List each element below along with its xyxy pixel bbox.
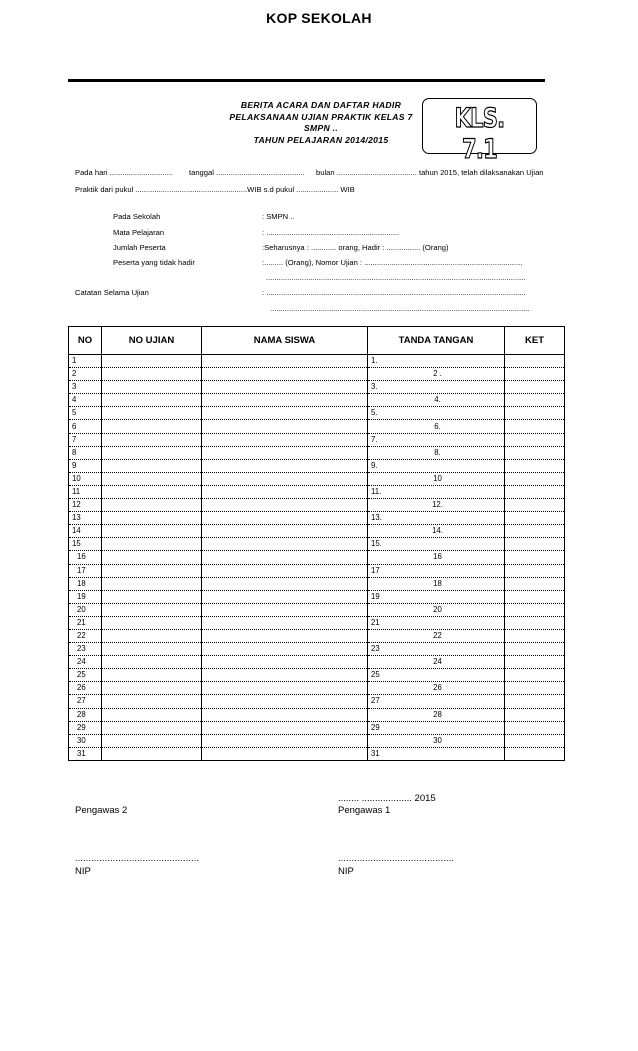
signature-cell[interactable]: 6. xyxy=(368,420,505,433)
row-number: 3 xyxy=(69,381,102,394)
row-number: 25 xyxy=(69,669,102,682)
info-value-extra-line: ........................................................................................................................... xyxy=(266,273,526,282)
ket-cell[interactable] xyxy=(505,368,565,381)
table-row xyxy=(69,734,565,747)
ket-cell[interactable] xyxy=(505,472,565,485)
nama-siswa-cell[interactable] xyxy=(202,708,368,721)
nama-siswa-cell[interactable] xyxy=(202,551,368,564)
table-row xyxy=(69,643,565,656)
no-ujian-cell[interactable] xyxy=(102,577,202,590)
nama-siswa-cell[interactable] xyxy=(202,564,368,577)
signature-cell[interactable]: 29 xyxy=(368,721,505,734)
nama-siswa-cell[interactable] xyxy=(202,603,368,616)
ket-cell[interactable] xyxy=(505,669,565,682)
table-row xyxy=(69,577,565,590)
title-line: SMPN .. xyxy=(303,123,339,133)
nama-siswa-cell[interactable] xyxy=(202,695,368,708)
signature-cell[interactable]: 4. xyxy=(368,394,505,407)
table-row xyxy=(69,525,565,538)
info-value-tidak-hadir: :......... (Orang), Nomor Ujian : ........................................................................... xyxy=(262,258,523,267)
signature-cell[interactable]: 12. xyxy=(368,499,505,512)
row-number: 26 xyxy=(69,682,102,695)
row-number: 21 xyxy=(69,616,102,629)
row-number: 9 xyxy=(69,459,102,472)
document-title xyxy=(196,100,446,146)
no-ujian-cell[interactable] xyxy=(102,433,202,446)
table-row xyxy=(69,682,565,695)
signature-cell[interactable]: 9. xyxy=(368,459,505,472)
no-ujian-cell[interactable] xyxy=(102,512,202,525)
header-rule xyxy=(68,79,545,82)
table-row xyxy=(69,499,565,512)
table-row xyxy=(69,538,565,551)
table-row xyxy=(69,420,565,433)
table-row xyxy=(69,747,565,760)
attendance-table xyxy=(68,326,565,761)
ket-cell[interactable] xyxy=(505,394,565,407)
nama-siswa-cell[interactable] xyxy=(202,472,368,485)
table-row xyxy=(69,695,565,708)
no-ujian-cell[interactable] xyxy=(102,564,202,577)
ket-cell[interactable] xyxy=(505,577,565,590)
signature-cell[interactable]: 27 xyxy=(368,695,505,708)
ket-cell[interactable] xyxy=(505,682,565,695)
signature-cell[interactable]: 24 xyxy=(368,656,505,669)
class-badge: KLS. 7.1 xyxy=(454,103,505,165)
ket-cell[interactable] xyxy=(505,643,565,656)
nama-siswa-cell[interactable] xyxy=(202,669,368,682)
ket-cell[interactable] xyxy=(505,525,565,538)
header-ket: KET xyxy=(505,327,565,355)
row-number: 17 xyxy=(69,564,102,577)
nama-siswa-cell[interactable] xyxy=(202,407,368,420)
ket-cell[interactable] xyxy=(505,564,565,577)
ket-cell[interactable] xyxy=(505,721,565,734)
row-number: 7 xyxy=(69,433,102,446)
nama-siswa-cell[interactable] xyxy=(202,525,368,538)
ket-cell[interactable] xyxy=(505,420,565,433)
no-ujian-cell[interactable] xyxy=(102,538,202,551)
no-ujian-cell[interactable] xyxy=(102,734,202,747)
header-no: NO xyxy=(69,327,102,355)
row-number: 13 xyxy=(69,512,102,525)
nama-siswa-cell[interactable] xyxy=(202,629,368,642)
ket-cell[interactable] xyxy=(505,446,565,459)
row-number: 31 xyxy=(69,747,102,760)
ket-cell[interactable] xyxy=(505,512,565,525)
nama-siswa-cell[interactable] xyxy=(202,512,368,525)
signature-cell[interactable]: 30 xyxy=(368,734,505,747)
nama-siswa-cell[interactable] xyxy=(202,734,368,747)
notes-line-1: : ........................................................................................................................... xyxy=(262,288,526,297)
table-row xyxy=(69,603,565,616)
pengawas-2-title: Pengawas 2 xyxy=(75,805,128,816)
ket-cell[interactable] xyxy=(505,734,565,747)
intro-day: Pada hari .............................. xyxy=(75,168,173,177)
ket-cell[interactable] xyxy=(505,433,565,446)
ket-cell[interactable] xyxy=(505,616,565,629)
ket-cell[interactable] xyxy=(505,381,565,394)
table-row xyxy=(69,564,565,577)
table-row xyxy=(69,472,565,485)
ket-cell[interactable] xyxy=(505,747,565,760)
no-ujian-cell[interactable] xyxy=(102,446,202,459)
no-ujian-cell[interactable] xyxy=(102,616,202,629)
table-row xyxy=(69,721,565,734)
pengawas-2-nip: NIP xyxy=(75,866,91,877)
signature-cell[interactable]: 13. xyxy=(368,512,505,525)
title-line: TAHUN PELAJARAN 2014/2015 xyxy=(253,134,389,145)
table-header-row xyxy=(69,327,565,355)
intro-time: Praktik dari pukul .....................................................WIB s.d pukul .................... WIB xyxy=(75,185,355,194)
no-ujian-cell[interactable] xyxy=(102,472,202,485)
ket-cell[interactable] xyxy=(505,538,565,551)
signature-cell[interactable]: 15. xyxy=(368,538,505,551)
table-row xyxy=(69,459,565,472)
signature-cell[interactable]: 28 xyxy=(368,708,505,721)
ket-cell[interactable] xyxy=(505,590,565,603)
signature-cell[interactable]: 11. xyxy=(368,485,505,498)
signature-cell[interactable]: 22 xyxy=(368,629,505,642)
nama-siswa-cell[interactable] xyxy=(202,590,368,603)
row-number: 12 xyxy=(69,499,102,512)
nama-siswa-cell[interactable] xyxy=(202,616,368,629)
table-row xyxy=(69,512,565,525)
intro-date: tanggal .......................................... xyxy=(189,168,305,177)
signature-date: ........ ................... 2015 xyxy=(338,793,436,804)
table-row xyxy=(69,407,565,420)
info-label-jumlah: Jumlah Peserta xyxy=(113,243,166,252)
no-ujian-cell[interactable] xyxy=(102,551,202,564)
row-number: 27 xyxy=(69,695,102,708)
nama-siswa-cell[interactable] xyxy=(202,355,368,368)
row-number: 15 xyxy=(69,538,102,551)
signature-cell[interactable]: 23 xyxy=(368,643,505,656)
nama-siswa-cell[interactable] xyxy=(202,682,368,695)
ket-cell[interactable] xyxy=(505,407,565,420)
no-ujian-cell[interactable] xyxy=(102,459,202,472)
table-row xyxy=(69,629,565,642)
row-number: 24 xyxy=(69,656,102,669)
no-ujian-cell[interactable] xyxy=(102,656,202,669)
ket-cell[interactable] xyxy=(505,499,565,512)
table-row xyxy=(69,381,565,394)
signature-cell[interactable]: 25 xyxy=(368,669,505,682)
row-number: 29 xyxy=(69,721,102,734)
row-number: 22 xyxy=(69,629,102,642)
no-ujian-cell[interactable] xyxy=(102,669,202,682)
row-number: 10 xyxy=(69,472,102,485)
row-number: 23 xyxy=(69,643,102,656)
signature-cell[interactable]: 7. xyxy=(368,433,505,446)
signature-cell[interactable]: 16 xyxy=(368,551,505,564)
row-number: 5 xyxy=(69,407,102,420)
no-ujian-cell[interactable] xyxy=(102,629,202,642)
header-nama-siswa: NAMA SISWA xyxy=(202,327,368,355)
nama-siswa-cell[interactable] xyxy=(202,643,368,656)
nama-siswa-cell[interactable] xyxy=(202,485,368,498)
row-number: 28 xyxy=(69,708,102,721)
title-line: BERITA ACARA DAN DAFTAR HADIR xyxy=(240,100,402,110)
nama-siswa-cell[interactable] xyxy=(202,747,368,760)
ket-cell[interactable] xyxy=(505,695,565,708)
no-ujian-cell[interactable] xyxy=(102,485,202,498)
nama-siswa-cell[interactable] xyxy=(202,577,368,590)
no-ujian-cell[interactable] xyxy=(102,590,202,603)
no-ujian-cell[interactable] xyxy=(102,695,202,708)
table-row xyxy=(69,368,565,381)
nama-siswa-cell[interactable] xyxy=(202,446,368,459)
signature-cell[interactable]: 20 xyxy=(368,603,505,616)
signature-cell[interactable]: 8. xyxy=(368,446,505,459)
no-ujian-cell[interactable] xyxy=(102,708,202,721)
table-row xyxy=(69,433,565,446)
signature-cell[interactable]: 17 xyxy=(368,564,505,577)
no-ujian-cell[interactable] xyxy=(102,394,202,407)
info-value-jumlah: :Seharusnya : ............ orang, Hadir : ................ (Orang) xyxy=(262,243,449,252)
no-ujian-cell[interactable] xyxy=(102,643,202,656)
ket-cell[interactable] xyxy=(505,656,565,669)
no-ujian-cell[interactable] xyxy=(102,368,202,381)
pengawas-1-nip: NIP xyxy=(338,866,354,877)
table-row xyxy=(69,708,565,721)
row-number: 4 xyxy=(69,394,102,407)
no-ujian-cell[interactable] xyxy=(102,355,202,368)
nama-siswa-cell[interactable] xyxy=(202,499,368,512)
header-tanda-tangan: TANDA TANGAN xyxy=(368,327,505,355)
pengawas-1-signature-line: ........................................... xyxy=(338,853,455,863)
no-ujian-cell[interactable] xyxy=(102,747,202,760)
table-row xyxy=(69,446,565,459)
ket-cell[interactable] xyxy=(505,708,565,721)
signature-cell[interactable]: 26 xyxy=(368,682,505,695)
ket-cell[interactable] xyxy=(505,485,565,498)
notes-label: Catatan Selama Ujian xyxy=(75,288,149,297)
ket-cell[interactable] xyxy=(505,355,565,368)
row-number: 19 xyxy=(69,590,102,603)
row-number: 30 xyxy=(69,734,102,747)
nama-siswa-cell[interactable] xyxy=(202,656,368,669)
nama-siswa-cell[interactable] xyxy=(202,433,368,446)
ket-cell[interactable] xyxy=(505,603,565,616)
nama-siswa-cell[interactable] xyxy=(202,459,368,472)
row-number: 14 xyxy=(69,525,102,538)
table-row xyxy=(69,616,565,629)
signature-cell[interactable]: 19 xyxy=(368,590,505,603)
table-row xyxy=(69,656,565,669)
info-value-sekolah: : SMPN .. xyxy=(262,212,295,221)
no-ujian-cell[interactable] xyxy=(102,525,202,538)
signature-cell[interactable]: 10 xyxy=(368,472,505,485)
pengawas-1-title: Pengawas 1 xyxy=(338,805,391,816)
no-ujian-cell[interactable] xyxy=(102,603,202,616)
signature-cell[interactable]: 1. xyxy=(368,355,505,368)
signature-cell[interactable]: 14. xyxy=(368,525,505,538)
row-number: 18 xyxy=(69,577,102,590)
row-number: 16 xyxy=(69,551,102,564)
info-value-mapel: : ............................................................... xyxy=(262,228,400,237)
signature-cell[interactable]: 21 xyxy=(368,616,505,629)
table-row xyxy=(69,394,565,407)
nama-siswa-cell[interactable] xyxy=(202,538,368,551)
row-number: 11 xyxy=(69,485,102,498)
row-number: 2 xyxy=(69,368,102,381)
header-no-ujian: NO UJIAN xyxy=(102,327,202,355)
info-label-tidak-hadir: Peserta yang tidak hadir xyxy=(113,258,195,267)
nama-siswa-cell[interactable] xyxy=(202,420,368,433)
signature-cell[interactable]: 3. xyxy=(368,381,505,394)
no-ujian-cell[interactable] xyxy=(102,499,202,512)
table-row xyxy=(69,485,565,498)
table-row xyxy=(69,669,565,682)
ket-cell[interactable] xyxy=(505,459,565,472)
notes-line-2: ........................................................................................................................... xyxy=(270,304,530,313)
pengawas-2-signature-line: .............................................. xyxy=(75,853,200,863)
row-number: 8 xyxy=(69,446,102,459)
signature-cell[interactable]: 18 xyxy=(368,577,505,590)
ket-cell[interactable] xyxy=(505,551,565,564)
info-label-sekolah: Pada Sekolah xyxy=(113,212,161,221)
no-ujian-cell[interactable] xyxy=(102,721,202,734)
signature-cell[interactable]: 2 . xyxy=(368,368,505,381)
signature-cell[interactable]: 5. xyxy=(368,407,505,420)
row-number: 6 xyxy=(69,420,102,433)
table-row xyxy=(69,590,565,603)
ket-cell[interactable] xyxy=(505,629,565,642)
no-ujian-cell[interactable] xyxy=(102,381,202,394)
no-ujian-cell[interactable] xyxy=(102,682,202,695)
no-ujian-cell[interactable] xyxy=(102,407,202,420)
title-line: PELAKSANAAN UJIAN PRAKTIK KELAS 7 xyxy=(229,111,413,122)
table-row xyxy=(69,551,565,564)
nama-siswa-cell[interactable] xyxy=(202,394,368,407)
nama-siswa-cell[interactable] xyxy=(202,381,368,394)
signature-cell[interactable]: 31 xyxy=(368,747,505,760)
nama-siswa-cell[interactable] xyxy=(202,368,368,381)
nama-siswa-cell[interactable] xyxy=(202,721,368,734)
kop-sekolah: KOP SEKOLAH xyxy=(266,10,372,26)
row-number: 1 xyxy=(69,355,102,368)
no-ujian-cell[interactable] xyxy=(102,420,202,433)
table-row xyxy=(69,355,565,368)
info-label-mapel: Mata Pelajaran xyxy=(113,228,165,237)
row-number: 20 xyxy=(69,603,102,616)
intro-month: bulan ...................................... tahun 2015, telah dilaksanakan Ujian xyxy=(316,168,544,177)
